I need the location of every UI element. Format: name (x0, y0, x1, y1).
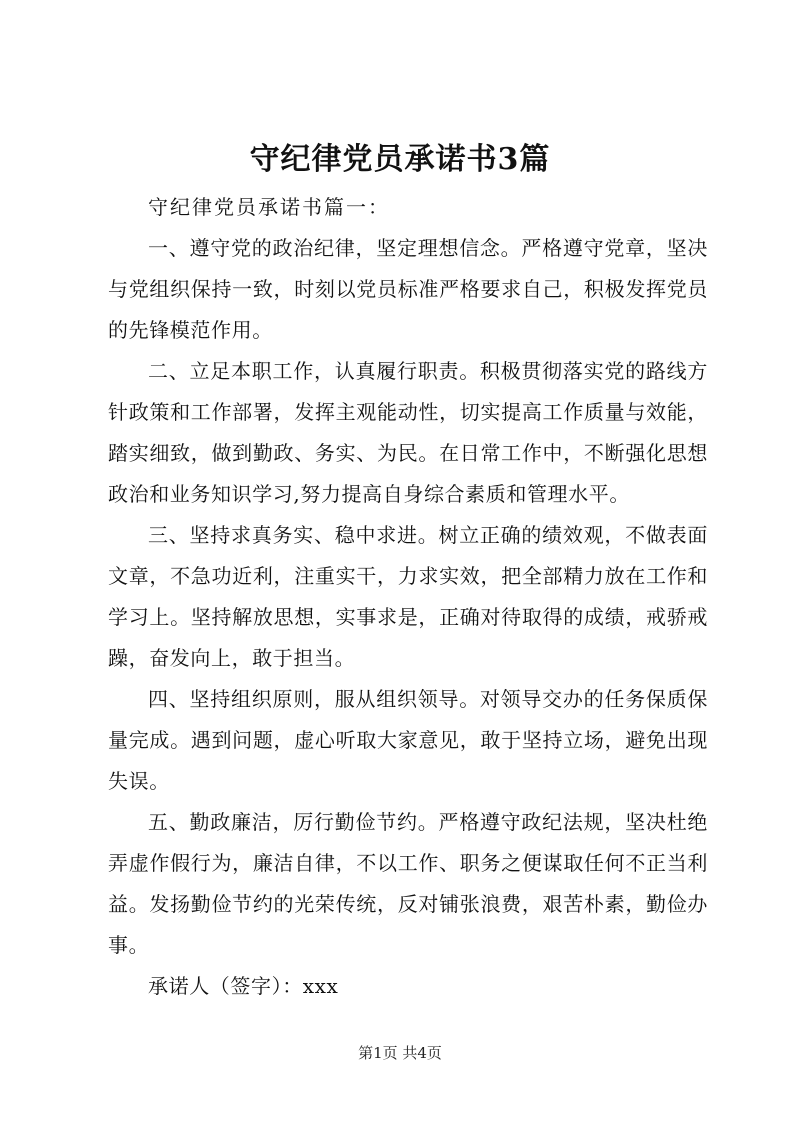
page-footer: 第1页 共4页 (358, 1044, 442, 1062)
section-heading: 守纪律党员承诺书篇一： (148, 195, 390, 219)
signature-line: 承诺人（签字）：xxx (148, 974, 339, 998)
page-title: 守纪律党员承诺书3篇 (249, 142, 551, 177)
paragraph-2: 二、立足本职工作，认真履行职责。积极贯彻落实党的路线方针政策和工作部署，发挥主观能动性，切实提高工作质量与效能，踏实细致，做到勤政、务实、为民。在日常工作中，不断强化思想政治和业务知识学习,努力提高自身综合素质和管理水平。 (108, 359, 708, 506)
document-body (108, 187, 708, 1007)
paragraph-4: 四、坚持组织原则，服从组织领导。对领导交办的任务保质保量完成。遇到问题，虚心听取大家意见，敢于坚持立场，避免出现失误。 (108, 687, 708, 793)
paragraph-3: 三、坚持求真务实、稳中求进。树立正确的绩效观，不做表面文章，不急功近利，注重实干，力求实效，把全部精力放在工作和学习上。坚持解放思想，实事求是，正确对待取得的成绩，戒骄戒躁，奋发向上，敢于担当。 (108, 523, 708, 670)
paragraph-5: 五、勤政廉洁，厉行勤俭节约。严格遵守政纪法规，坚决杜绝弄虚作假行为，廉洁自律，不以工作、职务之便谋取任何不正当利益。发扬勤俭节约的光荣传统，反对铺张浪费，艰苦朴素，勤俭办事。 (108, 810, 708, 957)
paragraph-1: 一、遵守党的政治纪律，坚定理想信念。严格遵守党章，坚决与党组织保持一致，时刻以党员标准严格要求自己，积极发挥党员的先锋模范作用。 (108, 236, 708, 342)
